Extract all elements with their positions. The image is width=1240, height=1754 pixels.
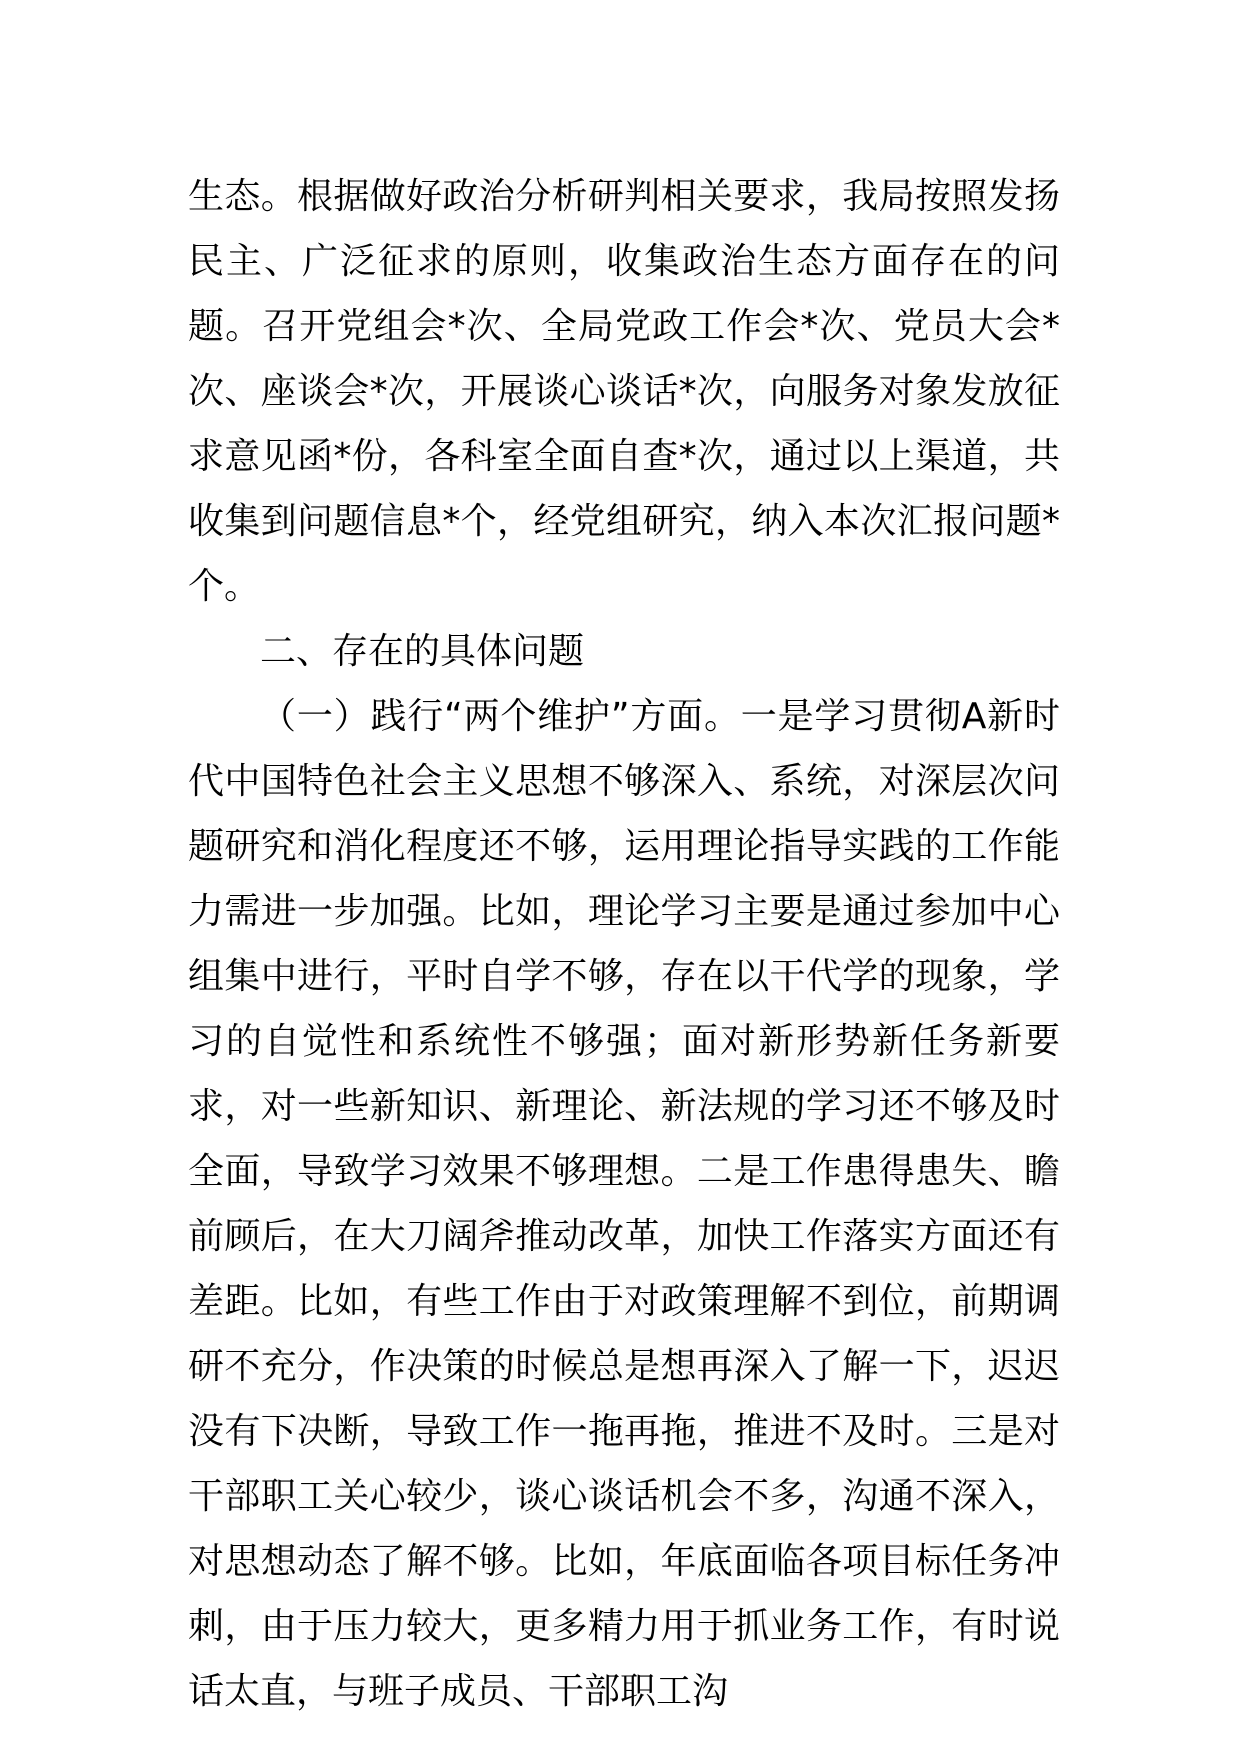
paragraph-continuation: 生态。根据做好政治分析研判相关要求，我局按照发扬民主、广泛征求的原则，收集政治生态方面存在的问题。召开党组会*次、全局党政工作会*次、党员大会*次、座谈会*次，开展谈心谈话*次，向服务对象发放征求意见函*份，各科室全面自查*次，通过以上渠道，共收集到问题信息*个，经党组研究，纳入本次汇报问题*个。 — [188, 176, 1060, 607]
document-body — [188, 164, 1060, 1724]
paragraph-issues: （一）践行“两个维护”方面。一是学习贯彻A新时代中国特色社会主义思想不够深入、系统，对深层次问题研究和消化程度还不够，运用理论指导实践的工作能力需进一步加强。比如，理论学习主要是通过参加中心组集中进行，平时自学不够，存在以干代学的现象，学习的自觉性和系统性不够强；面对新形势新任务新要求，对一些新知识、新理论、新法规的学习还不够及时全面，导致学习效果不够理想。二是工作患得患失、瞻前顾后，在大刀阔斧推动改革，加快工作落实方面还有差距。比如，有些工作由于对政策理解不到位，前期调研不充分，作决策的时候总是想再深入了解一下，迟迟没有下决断，导致工作一拖再拖，推进不及时。三是对干部职工关心较少，谈心谈话机会不多，沟通不深入，对思想动态了解不够。比如，年底面临各项目标任务冲刺，由于压力较大，更多精力用于抓业务工作，有时说话太直，与班子成员、干部职工沟 — [188, 696, 1060, 1712]
section-heading: 二、存在的具体问题 — [260, 631, 585, 672]
